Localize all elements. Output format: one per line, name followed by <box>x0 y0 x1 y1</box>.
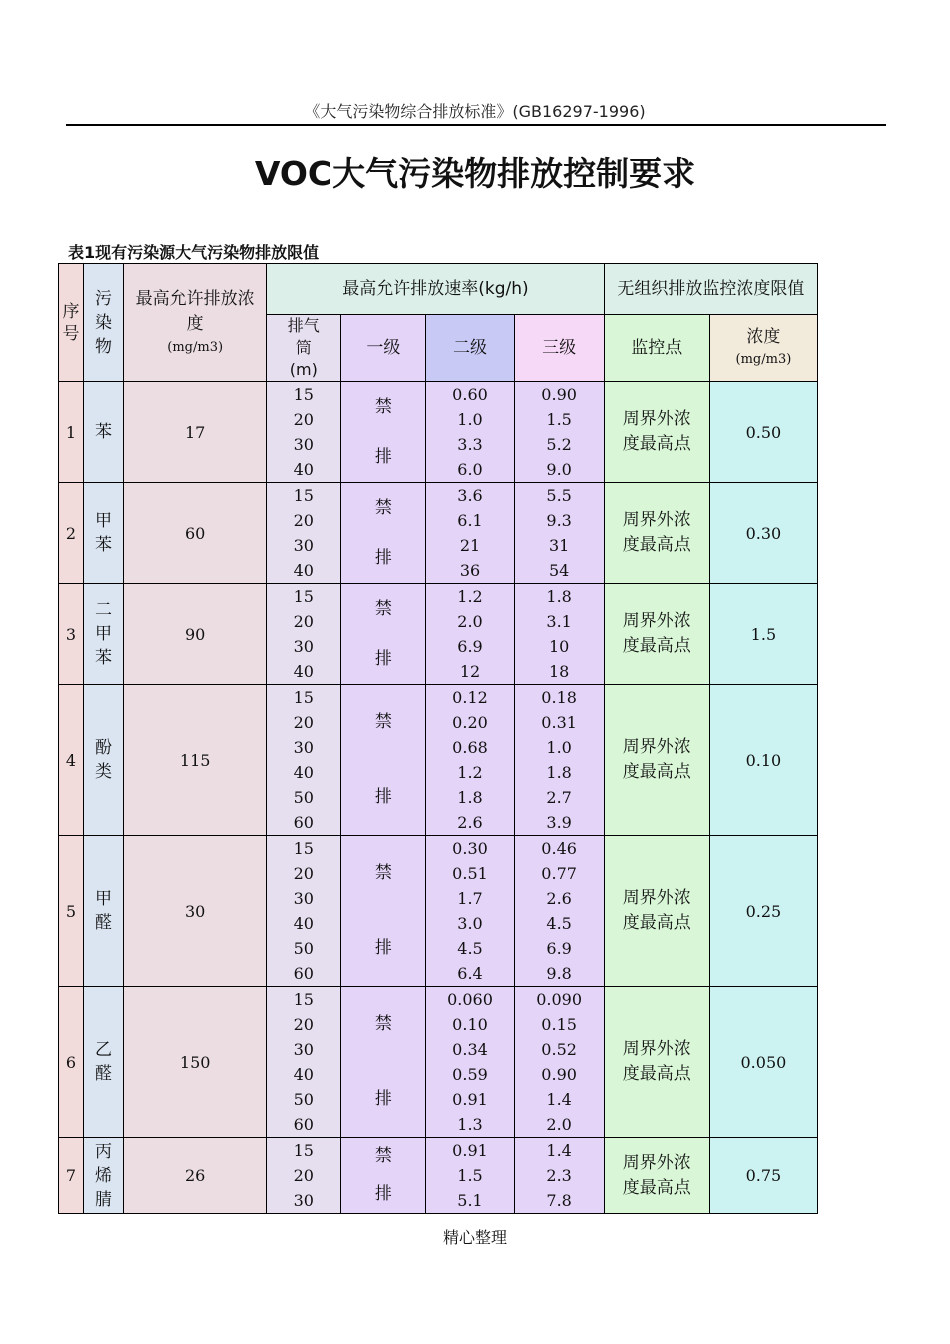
cell-level2-value: 12 <box>459 662 481 681</box>
cell-level3-value: 2.6 <box>546 889 572 908</box>
cell-stack-height <box>267 685 341 836</box>
cell-level3-value: 0.90 <box>541 385 577 404</box>
cell-level2-value: 1.3 <box>457 1115 483 1134</box>
cell-stack-height <box>267 1138 341 1214</box>
cell-seq: 3 <box>59 584 84 685</box>
header-fugitive: 无组织排放监控浓度限值 <box>604 264 817 315</box>
pollutant-char: 苯 <box>95 648 113 668</box>
cell-max-conc: 150 <box>124 987 267 1138</box>
cell-level3 <box>514 987 604 1138</box>
cell-level2-value: 6.0 <box>457 460 483 479</box>
cell-level2 <box>426 685 514 836</box>
pollutant-char: 甲 <box>95 624 113 644</box>
cell-seq: 5 <box>59 836 84 987</box>
cell-stack-height-value: 15 <box>293 839 314 858</box>
cell-level2-value: 2.6 <box>457 813 483 832</box>
cell-level2-value: 0.91 <box>452 1090 488 1109</box>
header-level2: 二级 <box>426 315 514 382</box>
cell-level2-value: 0.51 <box>452 864 488 883</box>
cell-level2-value: 1.5 <box>457 1166 483 1185</box>
cell-level1 <box>341 987 426 1138</box>
cell-level2-value: 0.68 <box>452 738 488 757</box>
cell-level2-value: 3.6 <box>457 486 483 505</box>
cell-stack-height-value: 15 <box>293 385 314 404</box>
cell-level2-value: 0.60 <box>452 385 488 404</box>
level1-text: 排 <box>374 547 392 568</box>
cell-max-conc: 26 <box>124 1138 267 1214</box>
cell-level3-value: 2.0 <box>546 1115 572 1134</box>
table-row <box>59 1138 818 1214</box>
cell-pollutant <box>84 584 124 685</box>
cell-level3-value: 2.7 <box>546 788 572 807</box>
cell-level3-value: 7.8 <box>546 1191 572 1210</box>
cell-level3-value: 9.0 <box>546 460 572 479</box>
cell-stack-height-value: 50 <box>293 1090 314 1109</box>
header-max-conc: 最高允许排放浓度 (mg/m3) <box>124 264 267 382</box>
table-caption: 表1现有污染源大气污染物排放限值 <box>68 243 320 262</box>
cell-conc: 0.25 <box>709 836 817 987</box>
cell-level3-value: 1.4 <box>546 1090 572 1109</box>
cell-level2-value: 1.0 <box>457 410 483 429</box>
cell-stack-height-value: 40 <box>293 460 314 479</box>
cell-level3-value: 6.9 <box>546 939 572 958</box>
cell-seq: 6 <box>59 987 84 1138</box>
cell-stack-height-value: 30 <box>293 889 314 908</box>
level1-text: 禁 <box>374 1014 392 1034</box>
cell-seq: 7 <box>59 1138 84 1214</box>
cell-stack-height-value: 20 <box>293 511 314 530</box>
cell-level3-value: 1.0 <box>546 738 572 757</box>
cell-level2-value: 2.0 <box>457 612 483 631</box>
cell-stack-height-value: 50 <box>293 939 314 958</box>
cell-stack-height-value: 40 <box>293 662 314 681</box>
cell-level3-value: 54 <box>548 561 570 580</box>
cell-level2-value: 1.7 <box>457 889 483 908</box>
cell-monitor-point: 周界外浓度最高点 <box>604 483 709 584</box>
table-row <box>59 685 818 836</box>
pollutant-char: 二 <box>95 600 113 620</box>
cell-level1 <box>341 685 426 836</box>
table-row <box>59 987 818 1138</box>
cell-conc: 0.10 <box>709 685 817 836</box>
cell-level3 <box>514 382 604 483</box>
cell-seq: 1 <box>59 382 84 483</box>
pollutant-char: 甲 <box>95 889 113 909</box>
cell-conc: 0.75 <box>709 1138 817 1214</box>
table-row <box>59 836 818 987</box>
cell-level2-value: 6.1 <box>457 511 483 530</box>
pollutant-char: 酚 <box>95 738 113 758</box>
cell-level3-value: 3.9 <box>546 813 572 832</box>
cell-level2 <box>426 987 514 1138</box>
cell-level1 <box>341 1138 426 1214</box>
header-level1: 一级 <box>341 315 426 382</box>
cell-max-conc: 60 <box>124 483 267 584</box>
cell-level2 <box>426 1138 514 1214</box>
pollutant-char: 腈 <box>95 1189 113 1210</box>
cell-stack-height-value: 30 <box>293 536 314 555</box>
header-seq: 序号 <box>59 264 84 382</box>
pollutant-char: 醛 <box>95 913 113 933</box>
cell-pollutant <box>84 987 124 1138</box>
level1-text: 禁 <box>374 712 392 732</box>
cell-stack-height-value: 20 <box>293 1166 314 1185</box>
cell-level1 <box>341 382 426 483</box>
cell-max-conc: 17 <box>124 382 267 483</box>
cell-level2 <box>426 584 514 685</box>
cell-stack-height-value: 15 <box>293 486 314 505</box>
cell-level2-value: 1.2 <box>457 763 483 782</box>
cell-level2-value: 0.20 <box>452 713 488 732</box>
emission-limits-table <box>58 263 818 1214</box>
cell-stack-height-value: 30 <box>293 1191 314 1210</box>
cell-level3-value: 5.2 <box>546 435 572 454</box>
level1-text: 排 <box>374 648 392 669</box>
cell-conc: 0.30 <box>709 483 817 584</box>
cell-level2-value: 0.91 <box>452 1141 488 1160</box>
cell-pollutant <box>84 1138 124 1214</box>
cell-monitor-point: 周界外浓度最高点 <box>604 382 709 483</box>
level1-text: 禁 <box>374 1146 392 1167</box>
cell-stack-height-value: 40 <box>293 914 314 933</box>
cell-level3-value: 2.3 <box>546 1166 572 1185</box>
cell-stack-height-value: 20 <box>293 713 314 732</box>
cell-level3-value: 4.5 <box>546 914 572 933</box>
cell-level3 <box>514 836 604 987</box>
cell-monitor-point: 周界外浓度最高点 <box>604 584 709 685</box>
cell-seq: 4 <box>59 685 84 836</box>
cell-monitor-point: 周界外浓度最高点 <box>604 836 709 987</box>
cell-level3-value: 1.8 <box>546 587 572 606</box>
cell-level2-value: 6.9 <box>457 637 483 656</box>
header-level3: 三级 <box>514 315 604 382</box>
cell-stack-height-value: 50 <box>293 788 314 807</box>
cell-level1 <box>341 584 426 685</box>
cell-level3 <box>514 483 604 584</box>
cell-monitor-point: 周界外浓度最高点 <box>604 1138 709 1214</box>
level1-text: 排 <box>374 1183 392 1204</box>
cell-level2-value: 3.0 <box>457 914 483 933</box>
pollutant-char: 苯 <box>95 422 113 442</box>
header-conc: 浓度 (mg/m3) <box>709 315 817 382</box>
cell-stack-height-value: 20 <box>293 1015 314 1034</box>
cell-level1 <box>341 836 426 987</box>
cell-monitor-point: 周界外浓度最高点 <box>604 987 709 1138</box>
cell-level2-value: 4.5 <box>457 939 483 958</box>
page-title: VOC大气污染物排放控制要求 <box>254 154 696 193</box>
cell-pollutant <box>84 483 124 584</box>
cell-seq: 2 <box>59 483 84 584</box>
cell-level2 <box>426 382 514 483</box>
cell-level2-value: 0.12 <box>452 688 488 707</box>
header-stack-height: 排气筒(m) <box>267 315 341 382</box>
cell-level2-value: 36 <box>459 561 481 580</box>
page-footer: 精心整理 <box>442 1228 507 1247</box>
pollutant-char: 甲 <box>95 511 113 531</box>
cell-pollutant <box>84 836 124 987</box>
header-max-rate: 最高允许排放速率(kg/h) <box>267 264 604 315</box>
cell-level2-value: 0.59 <box>452 1065 488 1084</box>
cell-conc: 0.50 <box>709 382 817 483</box>
cell-stack-height-value: 60 <box>293 1115 314 1134</box>
cell-stack-height-value: 20 <box>293 410 314 429</box>
level1-text: 禁 <box>374 863 392 883</box>
document-header: 《大气污染物综合排放标准》(GB16297-1996) <box>304 102 646 121</box>
cell-level3 <box>514 685 604 836</box>
cell-stack-height <box>267 987 341 1138</box>
level1-text: 排 <box>374 938 392 958</box>
level1-text: 排 <box>374 1089 392 1109</box>
cell-level3-value: 0.31 <box>541 713 577 732</box>
cell-level3-value: 1.4 <box>546 1141 572 1160</box>
cell-conc: 1.5 <box>709 584 817 685</box>
pollutant-char: 乙 <box>95 1040 113 1060</box>
cell-level2-value: 1.2 <box>457 587 483 606</box>
cell-level3-value: 9.8 <box>546 964 572 983</box>
level1-text: 禁 <box>374 396 392 417</box>
cell-level2 <box>426 483 514 584</box>
cell-stack-height <box>267 483 341 584</box>
cell-stack-height <box>267 584 341 685</box>
level1-text: 禁 <box>374 598 392 619</box>
cell-level3 <box>514 584 604 685</box>
cell-level3-value: 0.15 <box>541 1015 577 1034</box>
cell-stack-height-value: 40 <box>293 561 314 580</box>
pollutant-char: 类 <box>95 762 113 782</box>
table-row <box>59 483 818 584</box>
cell-conc: 0.050 <box>709 987 817 1138</box>
header-rule <box>66 124 886 126</box>
cell-level3-value: 0.77 <box>541 864 577 883</box>
cell-stack-height-value: 60 <box>293 813 314 832</box>
table-row <box>59 584 818 685</box>
cell-level2-value: 6.4 <box>457 964 483 983</box>
cell-stack-height <box>267 836 341 987</box>
pollutant-char: 丙 <box>95 1141 113 1162</box>
cell-stack-height <box>267 382 341 483</box>
cell-stack-height-value: 20 <box>293 864 314 883</box>
pollutant-char: 烯 <box>95 1165 113 1186</box>
cell-level3-value: 5.5 <box>546 486 572 505</box>
cell-level3-value: 0.90 <box>541 1065 577 1084</box>
cell-level3-value: 18 <box>548 662 570 681</box>
level1-text: 排 <box>374 446 392 467</box>
cell-pollutant <box>84 685 124 836</box>
level1-text: 排 <box>374 787 392 807</box>
cell-stack-height-value: 15 <box>293 990 314 1009</box>
cell-stack-height-value: 15 <box>293 688 314 707</box>
cell-stack-height-value: 30 <box>293 637 314 656</box>
cell-level2-value: 0.34 <box>452 1040 488 1059</box>
pollutant-char: 醛 <box>95 1064 113 1084</box>
pollutant-char: 苯 <box>95 535 113 555</box>
header-pollutant: 污染物 <box>84 264 124 382</box>
cell-level2-value: 5.1 <box>457 1191 483 1210</box>
table-row <box>59 382 818 483</box>
cell-level2-value: 0.10 <box>452 1015 488 1034</box>
cell-level3-value: 0.18 <box>541 688 577 707</box>
cell-level3-value: 0.52 <box>541 1040 577 1059</box>
cell-stack-height-value: 40 <box>293 1065 314 1084</box>
cell-monitor-point: 周界外浓度最高点 <box>604 685 709 836</box>
cell-stack-height-value: 60 <box>293 964 314 983</box>
cell-stack-height-value: 40 <box>293 763 314 782</box>
cell-level3-value: 1.8 <box>546 763 572 782</box>
cell-stack-height-value: 30 <box>293 1040 314 1059</box>
cell-level3-value: 9.3 <box>546 511 572 530</box>
cell-level3 <box>514 1138 604 1214</box>
header-monitor-point: 监控点 <box>604 315 709 382</box>
cell-level2-value: 0.30 <box>452 839 488 858</box>
cell-max-conc: 90 <box>124 584 267 685</box>
level1-text: 禁 <box>374 497 392 518</box>
cell-level2-value: 1.8 <box>457 788 483 807</box>
cell-stack-height-value: 30 <box>293 738 314 757</box>
cell-level1 <box>341 483 426 584</box>
cell-level3-value: 0.090 <box>536 990 583 1009</box>
cell-max-conc: 115 <box>124 685 267 836</box>
cell-level2-value: 3.3 <box>457 435 483 454</box>
cell-level3-value: 10 <box>548 637 570 656</box>
cell-pollutant <box>84 382 124 483</box>
cell-stack-height-value: 15 <box>293 1141 314 1160</box>
cell-stack-height-value: 20 <box>293 612 314 631</box>
cell-stack-height-value: 15 <box>293 587 314 606</box>
cell-stack-height-value: 30 <box>293 435 314 454</box>
cell-max-conc: 30 <box>124 836 267 987</box>
cell-level3-value: 0.46 <box>541 839 577 858</box>
cell-level2-value: 21 <box>459 536 481 555</box>
cell-level3-value: 31 <box>548 536 570 555</box>
cell-level2 <box>426 836 514 987</box>
cell-level3-value: 1.5 <box>546 410 572 429</box>
cell-level3-value: 3.1 <box>546 612 572 631</box>
cell-level2-value: 0.060 <box>447 990 493 1009</box>
